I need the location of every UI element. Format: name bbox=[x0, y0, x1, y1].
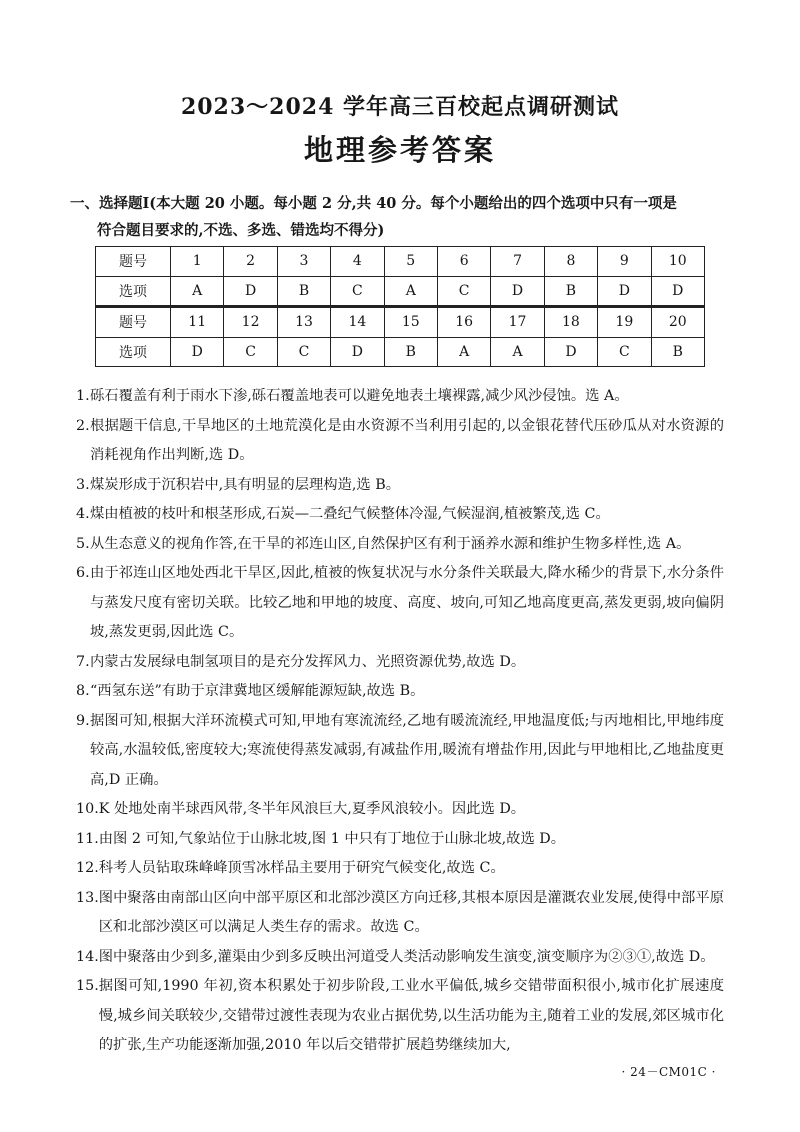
table-cell: D bbox=[331, 337, 384, 367]
item-number: 3. bbox=[76, 476, 90, 493]
item-number: 14. bbox=[76, 948, 99, 965]
explanation-item-10 bbox=[76, 795, 724, 825]
item-text: “西氢东送”有助于京津冀地区缓解能源短缺,故选 B。 bbox=[90, 683, 425, 699]
table-cell: B bbox=[544, 276, 597, 307]
item-number: 1. bbox=[76, 388, 90, 404]
table-cell: 20 bbox=[651, 307, 704, 338]
item-text: 由图 2 可知,气象站位于山脉北坡,图 1 中只有丁地位于山脉北坡,故选 D。 bbox=[98, 830, 566, 847]
table-cell: 6 bbox=[437, 247, 490, 277]
table-cell: 5 bbox=[384, 247, 437, 277]
table-cell: C bbox=[277, 337, 330, 367]
explanation-item-13 bbox=[76, 884, 724, 943]
table-cell: C bbox=[331, 276, 384, 307]
table-cell: 18 bbox=[544, 307, 597, 338]
explanation-item-5 bbox=[76, 530, 724, 560]
explanation-item-2 bbox=[76, 412, 724, 471]
table-cell: D bbox=[598, 276, 651, 307]
section-heading bbox=[70, 190, 730, 244]
item-number: 12. bbox=[76, 860, 99, 876]
table-cell: C bbox=[224, 337, 277, 367]
item-number: 8. bbox=[76, 683, 90, 699]
table-cell: D bbox=[651, 276, 704, 307]
table-cell: D bbox=[224, 276, 277, 307]
page-footer-code: · 24－CM01C · bbox=[621, 1065, 716, 1079]
item-number: 9. bbox=[76, 712, 90, 729]
item-number: 11. bbox=[76, 830, 99, 847]
table-cell: 12 bbox=[224, 307, 277, 338]
explanation-item-1 bbox=[76, 382, 724, 412]
table-cell: A bbox=[171, 276, 224, 307]
explanation-item-9 bbox=[76, 707, 724, 796]
item-text: 砾石覆盖有利于雨水下渗,砾石覆盖地表可以避免地表土壤裸露,减少风沙侵蚀。选 A。 bbox=[90, 388, 629, 404]
document-title: 地理参考答案 bbox=[303, 133, 496, 167]
table-row-question-numbers-1 bbox=[96, 247, 705, 277]
table-cell: 17 bbox=[491, 307, 544, 338]
table-cell: 2 bbox=[224, 247, 277, 277]
table-row-answers-2 bbox=[96, 337, 705, 367]
table-cell: D bbox=[491, 276, 544, 307]
item-number: 13. bbox=[76, 889, 99, 906]
item-number: 2. bbox=[76, 417, 90, 434]
table-header-cell: 题号 bbox=[96, 307, 171, 338]
table-cell: C bbox=[437, 276, 490, 307]
table-cell: 14 bbox=[331, 307, 384, 338]
item-number: 6. bbox=[76, 565, 90, 581]
table-cell: 13 bbox=[277, 307, 330, 338]
explanation-item-8 bbox=[76, 677, 724, 707]
table-header-cell: 选项 bbox=[96, 337, 171, 367]
explanation-item-4 bbox=[76, 500, 724, 530]
table-row-answers-1 bbox=[96, 276, 705, 307]
table-cell: B bbox=[651, 337, 704, 367]
item-text: 内蒙古发展绿电制氢项目的是充分发挥风力、光照资源优势,故选 D。 bbox=[90, 653, 526, 670]
item-text: 煤炭形成于沉积岩中,具有明显的层理构造,选 B。 bbox=[90, 476, 401, 493]
table-cell: 16 bbox=[437, 307, 490, 338]
item-text: 据图可知,1990 年初,资本积累处于初步阶段,工业水平偏低,城乡交错带面积很小,城市化扩展速度慢,城乡间关联较少,交错带过渡性表现为农业占据优势,以生活功能为主,随着工业的发展,郊区城市化的扩张,生产功能逐渐加强,2010 年以后交错带扩展趋势继续加大, bbox=[98, 978, 724, 1053]
table-cell: A bbox=[491, 337, 544, 367]
answer-table bbox=[95, 246, 705, 367]
exam-title: 2023～2024 学年高三百校起点调研测试 bbox=[180, 94, 620, 120]
explanation-item-7 bbox=[76, 648, 724, 678]
item-number: 5. bbox=[76, 535, 90, 552]
table-cell: 11 bbox=[171, 307, 224, 338]
explanation-item-11 bbox=[76, 825, 724, 855]
item-text: 根据题干信息,干旱地区的土地荒漠化是由水资源不当利用引起的,以金银花替代压砂瓜从对水资源的消耗视角作出判断,选 D。 bbox=[90, 417, 724, 463]
table-cell: 10 bbox=[651, 247, 704, 277]
item-number: 15. bbox=[76, 978, 99, 994]
item-text: 科考人员钻取珠峰峰顶雪冰样品主要用于研究气候变化,故选 C。 bbox=[98, 860, 505, 876]
table-cell: B bbox=[384, 337, 437, 367]
explanation-item-12 bbox=[76, 854, 724, 884]
item-text: K 处地处南半球西风带,冬半年风浪巨大,夏季风浪较小。因此选 D。 bbox=[98, 801, 526, 817]
table-cell: 8 bbox=[544, 247, 597, 277]
explanation-item-3 bbox=[76, 471, 724, 501]
table-cell: D bbox=[171, 337, 224, 367]
item-text: 煤由植被的枝叶和根茎形成,石炭—二叠纪气候整体冷湿,气候湿润,植被繁茂,选 C。 bbox=[90, 506, 610, 522]
table-cell: 9 bbox=[598, 247, 651, 277]
table-cell: B bbox=[277, 276, 330, 307]
table-cell: 1 bbox=[171, 247, 224, 277]
item-number: 10. bbox=[76, 801, 99, 817]
table-header-cell: 选项 bbox=[96, 276, 171, 307]
table-cell: 4 bbox=[331, 247, 384, 277]
item-text: 由于祁连山区地处西北干旱区,因此,植被的恢复状况与水分条件关联最大,降水稀少的背景下,水分条件与蒸发尺度有密切关联。比较乙地和甲地的坡度、高度、坡向,可知乙地高度更高,蒸发更弱,坡向偏阴坡,蒸发更弱,因此选 C。 bbox=[90, 565, 724, 640]
table-row-question-numbers-2 bbox=[96, 307, 705, 338]
section-heading-line-2: 符合题目要求的,不选、多选、错选均不得分) bbox=[97, 222, 385, 239]
explanation-item-14 bbox=[76, 943, 724, 973]
item-number: 7. bbox=[76, 653, 90, 670]
table-header-cell: 题号 bbox=[96, 247, 171, 277]
table-cell: 15 bbox=[384, 307, 437, 338]
item-number: 4. bbox=[76, 506, 90, 522]
section-heading-line-1: 一、选择题Ⅰ(本大题 20 小题。每小题 2 分,共 40 分。每个小题给出的四个选项中只有一项是 bbox=[70, 195, 677, 212]
table-cell: C bbox=[598, 337, 651, 367]
table-cell: D bbox=[544, 337, 597, 367]
item-text: 图中聚落由南部山区向中部平原区和北部沙漠区方向迁移,其根本原因是灌溉农业发展,使得中部平原区和北部沙漠区可以满足人类生存的需求。故选 C。 bbox=[98, 889, 724, 935]
table-cell: 19 bbox=[598, 307, 651, 338]
item-text: 从生态意义的视角作答,在干旱的祁连山区,自然保护区有利于涵养水源和维护生物多样性,选 A。 bbox=[90, 535, 691, 552]
item-text: 据图可知,根据大洋环流模式可知,甲地有寒流流经,乙地有暖流流经,甲地温度低;与丙地相比,甲地纬度较高,水温较低,密度较大;寒流使得蒸发减弱,有减盐作用,暖流有增盐作用,因此与甲地相比,乙地盐度更高,D 正确。 bbox=[90, 712, 724, 788]
table-cell: A bbox=[437, 337, 490, 367]
explanation-item-6 bbox=[76, 559, 724, 648]
item-text: 图中聚落由少到多,灌渠由少到多反映出河道受人类活动影响发生演变,演变顺序为②③①,故选 D。 bbox=[98, 948, 715, 965]
explanation-list bbox=[76, 382, 724, 1061]
table-cell: 7 bbox=[491, 247, 544, 277]
table-cell: A bbox=[384, 276, 437, 307]
explanation-item-15 bbox=[76, 972, 724, 1061]
table-cell: 3 bbox=[277, 247, 330, 277]
